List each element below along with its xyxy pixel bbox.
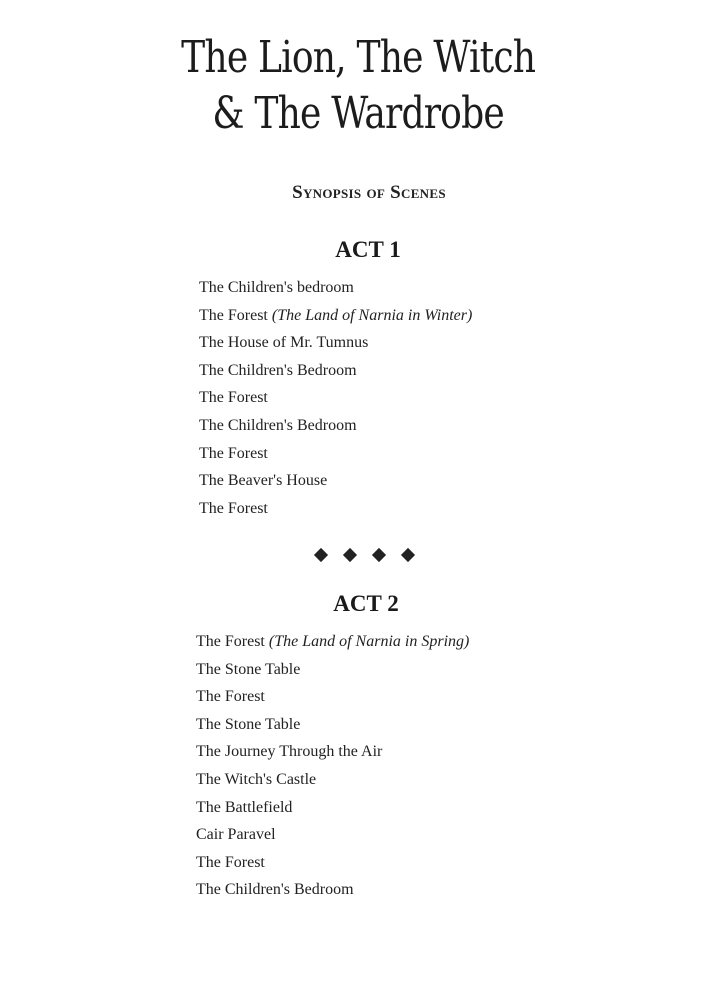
scene-item [196,738,469,766]
act-1-heading: ACT 1 [335,237,401,262]
scene-name: The Forest [199,306,268,324]
scene-item [196,876,469,904]
title-line-1: The Lion, The Witch [181,32,536,83]
act-2-heading: ACT 2 [333,591,399,616]
scene-name: The Witch's Castle [196,770,317,788]
scene-name: The Children's Bedroom [199,416,357,434]
scene-name: The Forest [196,853,265,871]
scene-name: The Forest [196,633,265,650]
diamond-icon [372,548,386,562]
scene-name: The Children's Bedroom [196,881,354,899]
scene-item [199,384,472,412]
scene-name: The Forest [199,389,268,407]
scene-note: (The Land of Narnia in Spring) [268,633,470,650]
scene-name: The Beaver's House [199,472,328,490]
scene-item [199,412,472,440]
scene-note: (The Land of Narnia in Winter) [271,306,473,324]
scene-item [196,628,469,656]
scene-name: The Battlefield [196,798,293,816]
scene-item [199,440,472,468]
scene-item [199,495,472,523]
scene-item [196,656,469,684]
scene-item [199,274,472,302]
diamond-icon [343,548,357,562]
scene-item [196,849,469,877]
scene-name: The House of Mr. Tumnus [199,334,369,352]
scene-name: The Children's Bedroom [199,361,357,379]
scene-name: The Journey Through the Air [196,743,383,761]
scene-name: Cair Paravel [196,826,276,844]
scene-item [199,302,472,330]
diamond-icon [314,548,328,562]
title-line-2: & The Wardrobe [212,88,504,139]
scene-item [196,683,469,711]
scene-item [199,467,472,495]
scene-item [199,357,472,385]
act-1-scene-list [199,274,472,522]
scene-item [196,766,469,794]
synopsis-heading: Synopsis of Scenes [292,182,446,203]
scene-name: The Children's bedroom [199,279,354,296]
scene-item [196,794,469,822]
scene-name: The Forest [199,499,268,517]
scene-item [196,711,469,739]
scene-name: The Stone Table [196,660,301,678]
scene-name: The Forest [196,688,265,706]
scene-name: The Stone Table [196,715,301,733]
section-divider [312,546,422,566]
diamond-icon [401,548,415,562]
scene-item [196,821,469,849]
scene-name: The Forest [199,444,268,462]
act-2-scene-list [196,628,469,904]
scene-item [199,329,472,357]
